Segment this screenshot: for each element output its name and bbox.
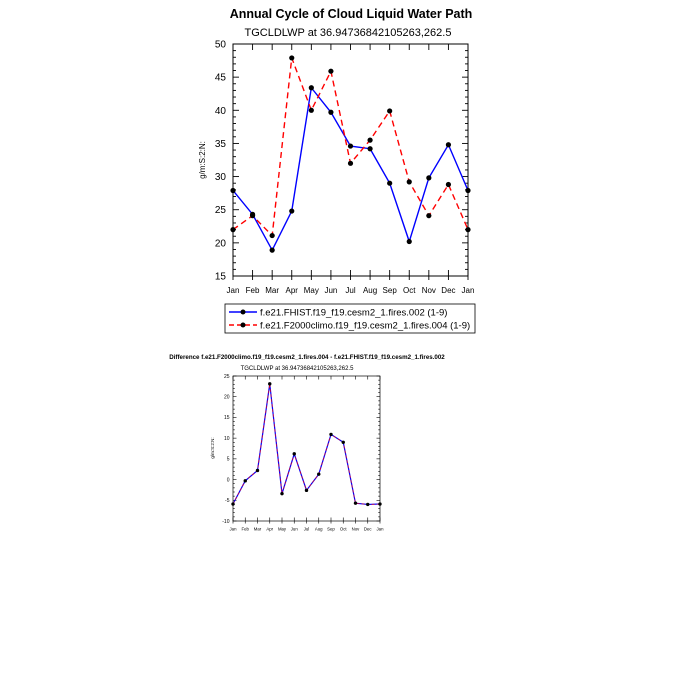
data-point-series-1 [367,146,372,151]
data-point-series-1 [426,175,431,180]
legend-label-series-1: f.e21.FHIST.f19_f19.cesm2_1.fires.002 (1-9) [260,307,448,319]
series-group [230,55,470,252]
x-tick-label: Aug [362,286,378,295]
y-tick-label: 25 [223,373,230,380]
y-tick-label: 15 [223,415,230,422]
data-point-series-1 [256,469,259,472]
x-tick-label: Feb [245,286,260,295]
data-point-series-1 [305,489,308,492]
y-axis-label: g/m:S:2:N: [198,141,207,179]
x-tick-label: Oct [403,286,416,295]
x-tick-label: Jul [345,286,356,295]
legend-marker-series-1 [241,310,246,315]
legend-marker-series-2 [241,323,246,328]
data-point-series-2 [348,161,353,166]
y-tick-label: 20 [214,238,226,250]
x-tick-label: Apr [285,286,298,295]
series-line-1 [233,88,468,250]
y-tick-label: 20 [223,394,230,401]
legend-label-series-2: f.e21.F2000climo.f19_f19.cesm2_1.fires.004 (1-9) [260,320,471,332]
x-tick-label: Aug [314,526,323,532]
data-point-series-2 [446,182,451,187]
annual-cycle-chart [198,7,475,333]
data-point-series-1 [354,501,357,504]
data-point-series-1 [244,479,247,482]
x-tick-label: Mar [253,526,262,532]
data-point-series-1 [348,143,353,148]
data-point-series-1 [230,188,235,193]
data-point-series-1 [309,85,314,90]
data-point-series-2 [309,108,314,113]
x-tick-label: Jul [303,526,310,532]
y-tick-label: 5 [226,456,230,463]
x-tick-label: May [277,526,287,532]
x-tick-label: Feb [241,526,249,532]
x-tick-label: Jan [226,286,240,295]
y-tick-label: -10 [222,518,230,525]
x-tick-label: Oct [339,526,347,532]
data-point-series-1 [231,502,234,505]
chart-title: Difference f.e21.F2000climo.f19_f19.cesm2_1.fires.004 - f.e21.FHIST.f19_f19.cesm2_1.fires.002 [169,354,445,361]
plot-area [222,374,384,532]
x-tick-label: Jan [229,526,237,532]
data-point-series-2 [250,213,255,218]
x-tick-label: Nov [351,526,360,532]
data-point-series-1 [465,188,470,193]
difference-chart [169,354,445,532]
data-point-series-2 [328,69,333,74]
y-tick-label: 45 [214,72,226,84]
data-point-series-1 [268,382,271,385]
data-point-series-2 [465,227,470,232]
data-point-series-2 [407,179,412,184]
data-point-series-2 [289,55,294,60]
x-tick-label: Dec [363,526,372,532]
x-tick-label: Jun [290,526,298,532]
y-tick-label: -5 [225,498,230,505]
data-point-series-2 [230,227,235,232]
y-axis-label: g/m:S:2:N: [210,437,215,459]
x-tick-label: Apr [266,526,274,532]
data-point-series-1 [342,441,345,444]
x-tick-label: Nov [421,286,436,295]
data-point-series-1 [446,142,451,147]
x-tick-label: Jan [376,526,384,532]
chart-title: Annual Cycle of Cloud Liquid Water Path [229,7,473,21]
data-point-series-2 [387,108,392,113]
y-tick-label: 40 [214,105,226,117]
x-tick-label: May [303,286,319,295]
x-tick-label: Sep [382,286,397,295]
y-tick-label: 30 [214,172,226,184]
x-tick-label: Dec [441,286,456,295]
data-point-series-1 [328,110,333,115]
chart-subtitle: TGCLDLWP at 36.94736842105263,262.5 [240,366,354,372]
data-point-series-1 [387,181,392,186]
data-point-series-2 [426,213,431,218]
data-point-series-1 [378,502,381,505]
y-tick-label: 0 [226,477,230,484]
x-tick-label: Jan [461,286,475,295]
data-point-series-1 [329,433,332,436]
data-point-series-1 [289,208,294,213]
data-point-series-1 [293,452,296,455]
plot-frame [233,376,380,521]
data-point-series-2 [367,138,372,143]
series-line-1 [233,384,380,505]
chart-subtitle: TGCLDLWP at 36.94736842105263,262.5 [244,27,452,39]
x-tick-label: Jun [324,286,338,295]
y-tick-label: 15 [214,271,226,283]
legend [225,304,475,333]
y-tick-label: 35 [214,138,226,150]
data-point-series-1 [270,248,275,253]
data-point-series-2 [270,233,275,238]
series-overlay-line-1 [233,384,380,505]
x-tick-label: Sep [327,526,335,532]
data-point-series-1 [407,239,412,244]
data-point-series-1 [317,472,320,475]
data-point-series-1 [280,492,283,495]
x-tick-label: Mar [265,286,280,295]
series-group [231,382,381,506]
y-tick-label: 25 [214,205,226,217]
data-point-series-1 [366,503,369,506]
y-tick-label: 50 [214,39,226,51]
y-tick-label: 10 [223,435,230,442]
